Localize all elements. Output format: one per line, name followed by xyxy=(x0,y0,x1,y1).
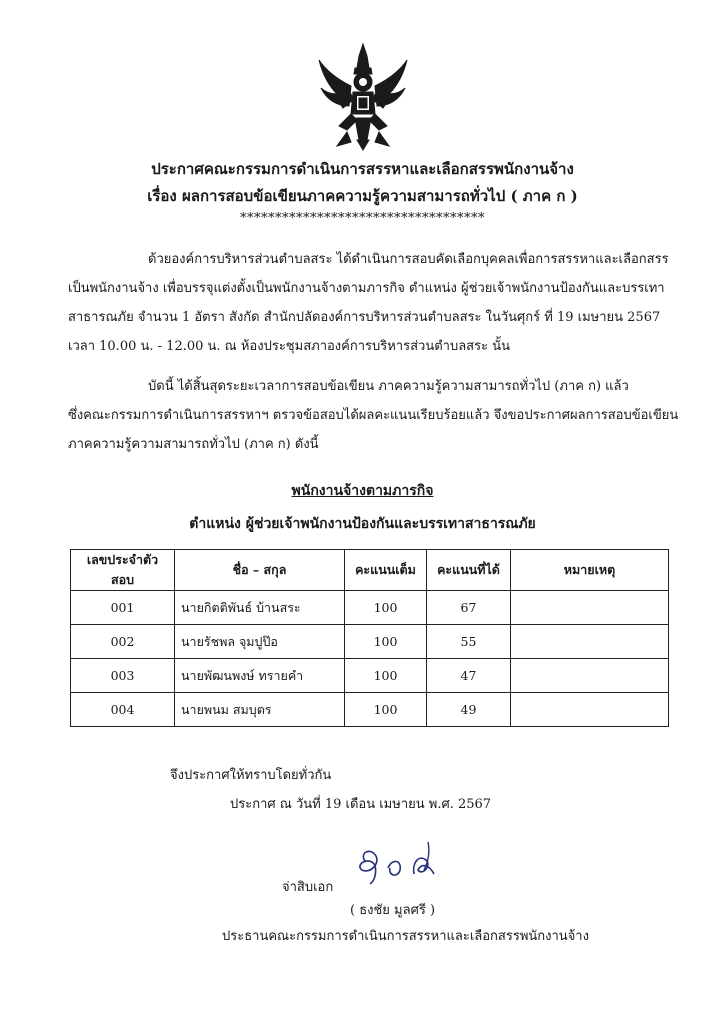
header-note: หมายเหตุ xyxy=(511,550,669,591)
exam-id-cell: 004 xyxy=(71,693,175,727)
announcement-title: ประกาศคณะกรรมการดำเนินการสรรหาและเลือกสรรพนักงานจ้าง xyxy=(151,160,574,178)
announce-date: ประกาศ ณ วันที่ 19 เดือน เมษายน พ.ศ. 2567 xyxy=(230,797,492,812)
name-cell: นายกิตติพันธ์ บ้านสระ xyxy=(175,591,345,625)
note-cell xyxy=(511,693,669,727)
signer-name: ( ธงชัย มูลศรี ) xyxy=(350,903,436,918)
announcement-subject: เรื่อง ผลการสอบข้อเขียนภาคความรู้ความสามารถทั่วไป ( ภาค ก ) xyxy=(147,187,578,205)
full-score-cell: 100 xyxy=(345,591,427,625)
name-cell: นายรัชพล จุมปูป๊อ xyxy=(175,625,345,659)
signature-icon xyxy=(348,840,453,890)
table-row xyxy=(71,591,669,625)
header-full-score: คะแนนเต็ม xyxy=(345,550,427,591)
announce-line: จึงประกาศให้ทราบโดยทั่วกัน xyxy=(170,768,332,783)
table-header-row xyxy=(71,550,669,591)
signer-rank: จ่าสิบเอก xyxy=(282,880,334,895)
paragraph-1-line-3: สาธารณภัย จำนวน 1 อัตรา สังกัด สำนักปลัดองค์การบริหารส่วนตำบลสระ ในวันศุกร์ ที่ 19 เมษายน 2567 xyxy=(68,310,661,325)
name-cell: นายพนม สมบุตร xyxy=(175,693,345,727)
section-heading: พนักงานจ้างตามภารกิจ xyxy=(291,483,434,499)
header-score: คะแนนที่ได้ xyxy=(427,550,511,591)
paragraph-1-line-4: เวลา 10.00 น. - 12.00 น. ณ ห้องประชุมสภาองค์การบริหารส่วนตำบลสระ นั้น xyxy=(68,339,510,354)
paragraph-1-line-1: ด้วยองค์การบริหารส่วนตำบลสระ ได้ดำเนินการสอบคัดเลือกบุคคลเพื่อการสรรหาและเลือกสรร xyxy=(148,252,669,267)
paragraph-2-line-1: บัดนี้ ได้สิ้นสุดระยะเวลาการสอบข้อเขียน ภาคความรู้ความสามารถทั่วไป (ภาค ก) แล้ว xyxy=(148,379,629,394)
full-score-cell: 100 xyxy=(345,659,427,693)
results-table xyxy=(70,549,669,727)
table-row xyxy=(71,625,669,659)
note-cell xyxy=(511,625,669,659)
note-cell xyxy=(511,659,669,693)
name-cell: นายพัฒนพงษ์ ทรายคำ xyxy=(175,659,345,693)
position-heading: ตำแหน่ง ผู้ช่วยเจ้าพนักงานป้องกันและบรรเทาสาธารณภัย xyxy=(189,516,536,532)
exam-id-cell: 002 xyxy=(71,625,175,659)
paragraph-1-line-2: เป็นพนักงานจ้าง เพื่อบรรจุแต่งตั้งเป็นพนักงานจ้างตามภารกิจ ตำแหน่ง ผู้ช่วยเจ้าพนักงานป้องกันและบรรเทา xyxy=(68,281,665,296)
score-cell: 67 xyxy=(427,591,511,625)
signer-title: ประธานคณะกรรมการดำเนินการสรรหาและเลือกสรรพนักงานจ้าง xyxy=(222,929,589,944)
full-score-cell: 100 xyxy=(345,693,427,727)
note-cell xyxy=(511,591,669,625)
garuda-emblem-icon xyxy=(317,42,409,152)
table-row xyxy=(71,659,669,693)
score-cell: 55 xyxy=(427,625,511,659)
paragraph-2-line-3: ภาคความรู้ความสามารถทั่วไป (ภาค ก) ดังนี้ xyxy=(68,437,319,452)
full-score-cell: 100 xyxy=(345,625,427,659)
score-cell: 49 xyxy=(427,693,511,727)
exam-id-cell: 003 xyxy=(71,659,175,693)
paragraph-2-line-2: ซึ่งคณะกรรมการดำเนินการสรรหาฯ ตรวจข้อสอบได้ผลคะแนนเรียบร้อยแล้ว จึงขอประกาศผลการสอบข้อเขียน xyxy=(68,408,679,423)
separator-line: *********************************** xyxy=(240,211,485,226)
exam-id-cell: 001 xyxy=(71,591,175,625)
table-row xyxy=(71,693,669,727)
score-cell: 47 xyxy=(427,659,511,693)
header-name: ชื่อ – สกุล xyxy=(175,550,345,591)
header-exam-id: เลขประจำตัวสอบ xyxy=(71,550,175,591)
